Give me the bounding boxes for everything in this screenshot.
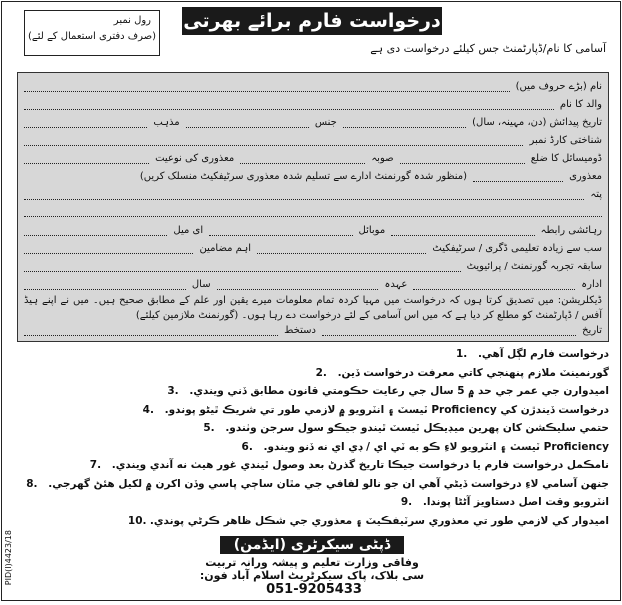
instruction-item [17,512,609,531]
mobile-label: موبائل [358,225,386,236]
issuer-title: ڈپٹی سیکرٹری (ایڈمن) [220,536,404,554]
form-title: درخواست فارم برائے بھرتی [182,7,442,35]
father-label: والد کا نام [559,99,602,110]
disability-note: (منظور شدہ گورنمنٹ ادارے سے تسلیم شدہ معذوری سرٹیفکیٹ منسلک کریں) [139,171,468,182]
field-contact[interactable] [24,225,602,236]
declaration-text: ڈیکلریشن: میں تصدیق کرتا ہوں کہ درخواست میں مہیا کردہ تمام معلومات میرے یقین اور علم کے مطابق صحیح ہیں۔ میں نے اپنے ہیڈ آفس / ڈپارٹمنٹ کو مطلع کر دیا ہے کہ میں اس آسامی کے لئے درخواست دے رہا ہوں۔ (گورنمنٹ ملازمین کیلئے) [24,295,602,321]
address-label: پتہ [590,189,602,200]
ministry-name: وفاقی وزارت تعلیم و پیشہ ورانہ تربیت [205,556,419,569]
instruction-item [17,364,609,383]
instruction-number: 4. [142,403,154,416]
instruction-text: اميدوار کي لازمي طور تي معذوري سرٽيفڪيٽ ۽ معذوري جي شڪل ظاهر ڪرڻي پوندي. [149,514,609,527]
address-text: سی بلاک، پاک سیکرٹریٹ اسلام آباد فون: [199,569,425,582]
experience-label: سابقہ تجربہ گورنمنٹ / پرائیویٹ [466,261,602,272]
instruction-item [17,475,609,494]
applicant-form-box [17,72,609,342]
instruction-text: حتمي سليڪشن کان پهرين ميڊيڪل ٽيسٽ ٿيندو جيڪو سول سرجن وٺندو. [225,422,609,435]
contact-label: رہائشی رابطہ [540,225,602,236]
field-name[interactable] [24,81,602,92]
field-disability[interactable] [24,171,602,182]
field-institution[interactable] [24,279,602,290]
office-use-note: (صرف دفتری استعمال کے لئے) [27,31,157,42]
instruction-number: 2. [315,366,327,379]
instruction-text: Proficiency ٽيسٽ ۽ انٽرويو لاءِ ڪو به ٽي اي / ڊي اي نه ڏنو ويندو. [263,440,609,453]
field-qualification[interactable] [24,243,602,254]
province-label: صوبہ [371,153,394,164]
date-label: تاریخ [582,325,602,336]
district-label: ڈومیسائل کا ضلع [530,153,602,164]
field-cnic[interactable] [24,135,602,146]
field-date-signature[interactable] [24,325,602,336]
roll-number-label: رول نمبر [113,15,151,26]
roll-number-box [24,10,160,56]
field-address-line2[interactable] [24,207,602,217]
field-address[interactable] [24,189,602,200]
instruction-item [17,493,609,512]
instruction-text: درخواست ڏيندڙن کي Proficiency ٽيسٽ ۽ انٽرويو ۾ لازمي طور تي شريڪ ٿيڻو پوندو. [164,403,609,416]
instruction-item [17,419,609,438]
issuer-block [162,534,462,597]
instruction-number: 1. [455,348,468,361]
field-experience[interactable] [24,261,602,272]
field-father-name[interactable] [24,99,602,110]
post-applied-for [166,42,606,55]
instruction-text: انٽرويو وقت اصل دستاويز آڻڻا پوندا. [422,496,609,509]
post-label: عہدہ [384,279,408,290]
application-form-page [1,1,621,601]
instruction-item [17,382,609,401]
instruction-text: گورنمينٽ ملازم پنهنجي کاتي معرفت درخواست ڏين. [337,366,609,379]
phone-number: 051-9205433 [266,582,362,597]
signature-label: دستخط [284,325,316,336]
issuer-address [162,569,462,597]
qualification-label: سب سے زیادہ تعلیمی ڈگری / سرٹیفکیٹ [432,243,602,254]
instruction-number: 8. [26,477,38,490]
instruction-number: 5. [203,422,215,435]
instruction-number: 9. [400,496,413,509]
instruction-text: نامڪمل درخواست فارم يا درخواست جيڪا تاريخ گذرڻ بعد وصول ٿيندي غور هيٺ نه آندي ويندي. [111,459,609,472]
pid-code: PID(I)4423/18 [4,530,13,586]
disability-label: معذوری [569,171,602,182]
name-label: نام (بڑے حروف میں) [515,81,602,92]
instruction-number: 7. [89,459,102,472]
instruction-text: درخواست فارم لڳل آهي. [477,348,609,361]
year-label: سال [191,279,211,290]
field-dob-gender-religion[interactable] [24,117,602,128]
instruction-text: جنهن آسامي لاءِ درخواست ڏيڻي آهي ان جو نالو لفافي جي مٿان ساڄي پاسي وڏن اکرن ۾ لکيل هئڻ گهرجي. [48,477,609,490]
post-applied-label: آسامی کا نام/ڈپارٹمنٹ جس کیلئے درخواست دی ہے [370,42,606,55]
religion-label: مذہب [153,117,180,128]
instruction-text: اميدوارن جي عمر جي حد ۾ 5 سال جي رعايت حڪومتي قانون مطابق ڏني ويندي. [189,385,609,398]
subjects-label: اہم مضامین [199,243,251,254]
institution-label: ادارہ [581,279,602,290]
instruction-item [17,438,609,457]
instruction-number: 3. [167,385,179,398]
instruction-item [17,401,609,420]
instruction-number: 10. [127,514,147,527]
instructions-list [17,345,609,530]
gender-label: جنس [314,117,337,128]
instruction-item [17,456,609,475]
instruction-number: 6. [241,440,253,453]
instruction-item [17,345,609,364]
field-domicile[interactable] [24,153,602,164]
disability-type-label: معذوری کی نوعیت [155,153,235,164]
dob-label: تاریخ پیدائش (دن، مہینہ، سال) [472,117,602,128]
cnic-label: شناختی کارڈ نمبر [529,135,602,146]
email-label: ای میل [173,225,204,236]
